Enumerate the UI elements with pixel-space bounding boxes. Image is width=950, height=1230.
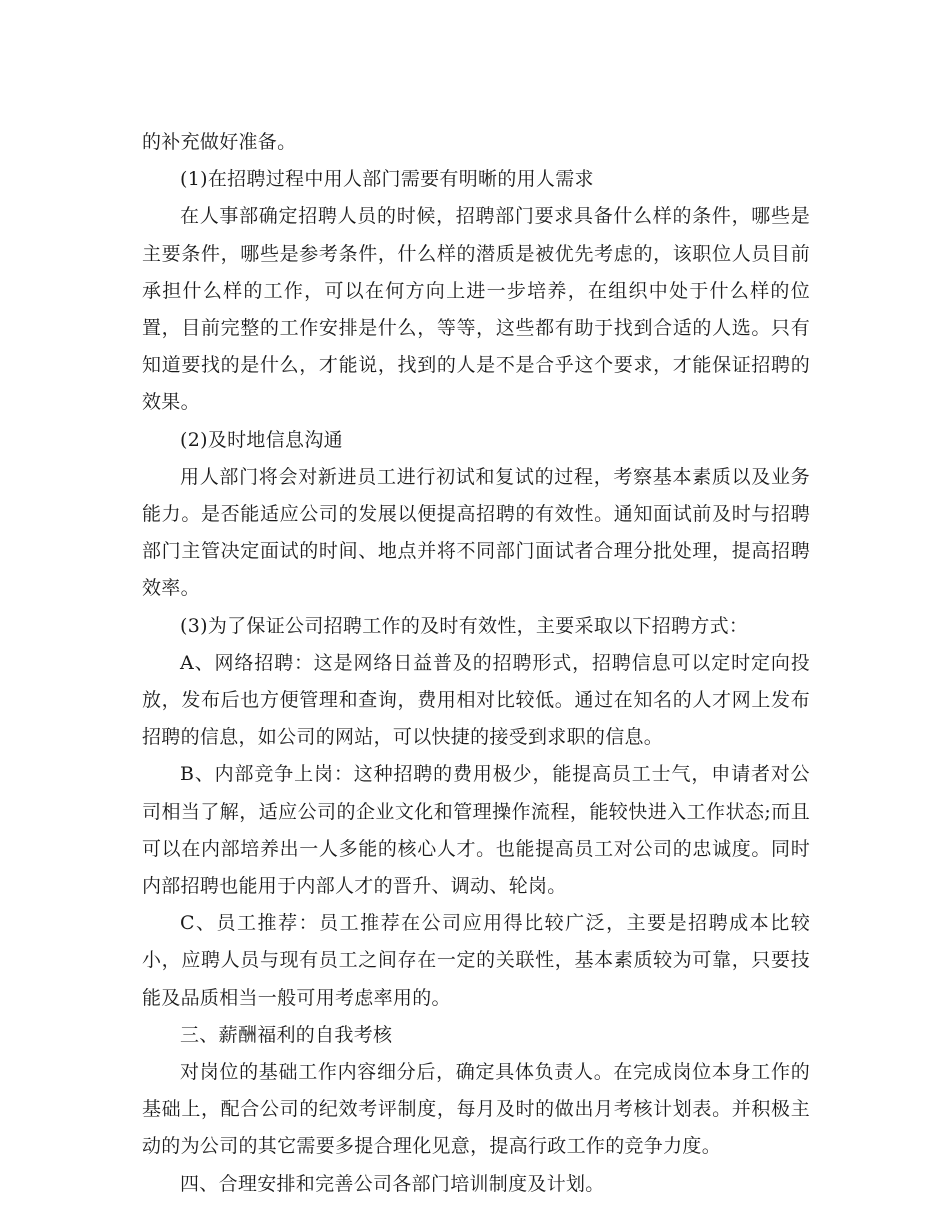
paragraph-internal-competition: B、内部竞争上岗：这种招聘的费用极少，能提高员工士气，申请者对公司相当了解，适应公司的企业文化和管理操作流程，能较快进入工作状态;而且可以在内部培养出一人多能的核心人才。也能提高员工对公司的忠诚度。同时内部招聘也能用于内部人才的晋升、调动、轮岗。 — [142, 763, 810, 898]
paragraph-online-recruitment: A、网络招聘：这是网络日益普及的招聘形式，招聘信息可以定时定向投放，发布后也方便管理和查询，费用相对比较低。通过在知名的人才网上发布招聘的信息，如公司的网站，可以快捷的接受到求职的信息。 — [142, 651, 810, 749]
paragraph-requirements: 在人事部确定招聘人员的时候，招聘部门要求具备什么样的条件，哪些是主要条件，哪些是参考条件，什么样的潜质是被优先考虑的，该职位人员目前承担什么样的工作，可以在何方向上进一步培养，在组织中处于什么样的位置，目前完整的工作安排是什么，等等，这些都有助于找到合适的人选。只有知道要找的是什么，才能说，找到的人是不是合乎这个要求，才能保证招聘的效果。 — [142, 205, 810, 414]
paragraph-employee-referral: C、员工推荐：员工推荐在公司应用得比较广泛，主要是招聘成本比较小，应聘人员与现有员工之间存在一定的关联性，基本素质较为可靠，只要技能及品质相当一般可用考虑率用的。 — [142, 912, 810, 1009]
section-heading-training: 四、合理安排和完善公司各部门培训制度及计划。 — [180, 1172, 605, 1195]
subheading-timely-communication: (2)及时地信息沟通 — [180, 428, 343, 451]
paragraph-communication: 用人部门将会对新进员工进行初试和复试的过程，考察基本素质以及业务能力。是否能适应公司的发展以便提高招聘的有效性。通知面试前及时与招聘部门主管决定面试的时间、地点并将不同部门面试者合理分批处理，提高招聘效率。 — [142, 465, 810, 600]
section-heading-compensation: 三、薪酬福利的自我考核 — [180, 1023, 393, 1046]
document-body — [142, 124, 810, 1203]
subheading-clear-requirements: (1)在招聘过程中用人部门需要有明晰的用人需求 — [180, 168, 594, 191]
paragraph-compensation: 对岗位的基础工作内容细分后，确定具体负责人。在完成岗位本身工作的基础上，配合公司的纪效考评制度，每月及时的做出月考核计划表。并积极主动的为公司的其它需要多提合理化见意，提高行政工作的竞争力度。 — [142, 1061, 810, 1158]
paragraph-continuation: 的补充做好准备。 — [142, 131, 297, 153]
subheading-recruitment-methods: (3)为了保证公司招聘工作的及时有效性，主要采取以下招聘方式： — [180, 614, 749, 637]
